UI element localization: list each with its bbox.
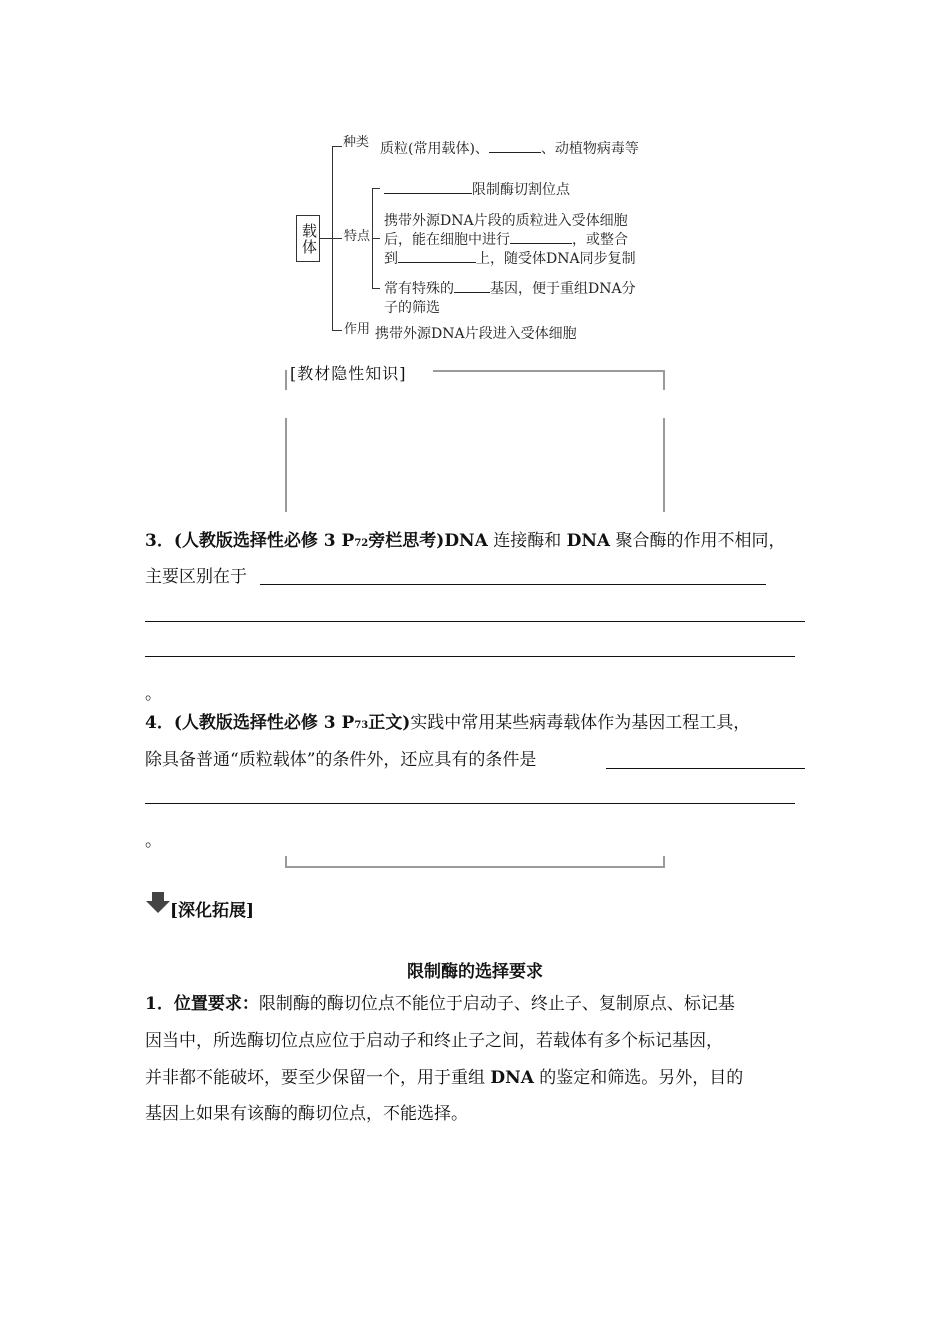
branch-feature-label: 特点 (344, 229, 371, 244)
root-box: 载体 (296, 215, 320, 262)
q3-answer-line-3[interactable] (145, 656, 795, 657)
feature2-blank-b[interactable] (398, 248, 476, 263)
para1-line1: 1．位置要求：限制酶的酶切位点不能位于启动子、终止子、复制原点、标记基 (145, 994, 735, 1014)
kind-blank[interactable] (489, 138, 541, 153)
feature-2-line1: 携带外源DNA片段的质粒进入受体细胞 (384, 213, 628, 229)
branch-kind-label: 种类 (343, 135, 370, 150)
q4-end: 。 (145, 831, 162, 851)
q4-answer-line-2[interactable] (145, 803, 795, 804)
deepen-label: [深化拓展] (170, 901, 255, 921)
feature-2-line2: 后，能在细胞中进行 ，或整合 (384, 229, 628, 249)
para1-line2: 因当中，所选酶切位点应位于启动子和终止子之间，若载体有多个标记基因， (145, 1031, 723, 1051)
use-text: 携带外源DNA片段进入受体细胞 (375, 326, 577, 342)
para1-line4: 基因上如果有该酶的酶切位点，不能选择。 (145, 1104, 468, 1124)
hidden-knowledge-title: [教材隐性知识] (288, 361, 409, 384)
feature-1: 限制酶切割位点 (384, 179, 570, 199)
question-4: 4．(人教版选择性必修 3 P73正文)实践中常用某些病毒载体作为基因工程工具， (145, 713, 751, 733)
feature3-blank[interactable] (454, 278, 490, 293)
down-arrow-icon (146, 892, 170, 918)
question-4-line2: 除具备普通“质粒载体”的条件外，还应具有的条件是 (145, 750, 537, 770)
feature-3-line1: 常有特殊的 基因，便于重组DNA分 (384, 278, 636, 298)
q4-answer-line-1[interactable] (606, 768, 805, 769)
section-title: 限制酶的选择要求 (407, 962, 543, 982)
feature1-blank[interactable] (384, 179, 472, 194)
feature-2-line3: 到 上，随受体DNA同步复制 (384, 248, 636, 268)
para1-line3: 并非都不能破坏，要至少保留一个，用于重组 DNA 的鉴定和筛选。另外，目的 (145, 1068, 744, 1088)
branch-use-label: 作用 (344, 322, 371, 337)
q3-answer-line-1[interactable] (260, 584, 766, 585)
question-3-line2: 主要区别在于 (145, 567, 247, 587)
q3-end: 。 (145, 684, 162, 704)
q3-answer-line-2[interactable] (145, 621, 805, 622)
question-3: 3．(人教版选择性必修 3 P72旁栏思考)DNA 连接酶和 DNA 聚合酶的作用不相同， (145, 531, 786, 551)
kind-text: 质粒(常用载体)、 、动植物病毒等 (380, 138, 639, 158)
feature-3-line2: 子的筛选 (384, 300, 440, 316)
feature2-blank-a[interactable] (510, 229, 572, 244)
